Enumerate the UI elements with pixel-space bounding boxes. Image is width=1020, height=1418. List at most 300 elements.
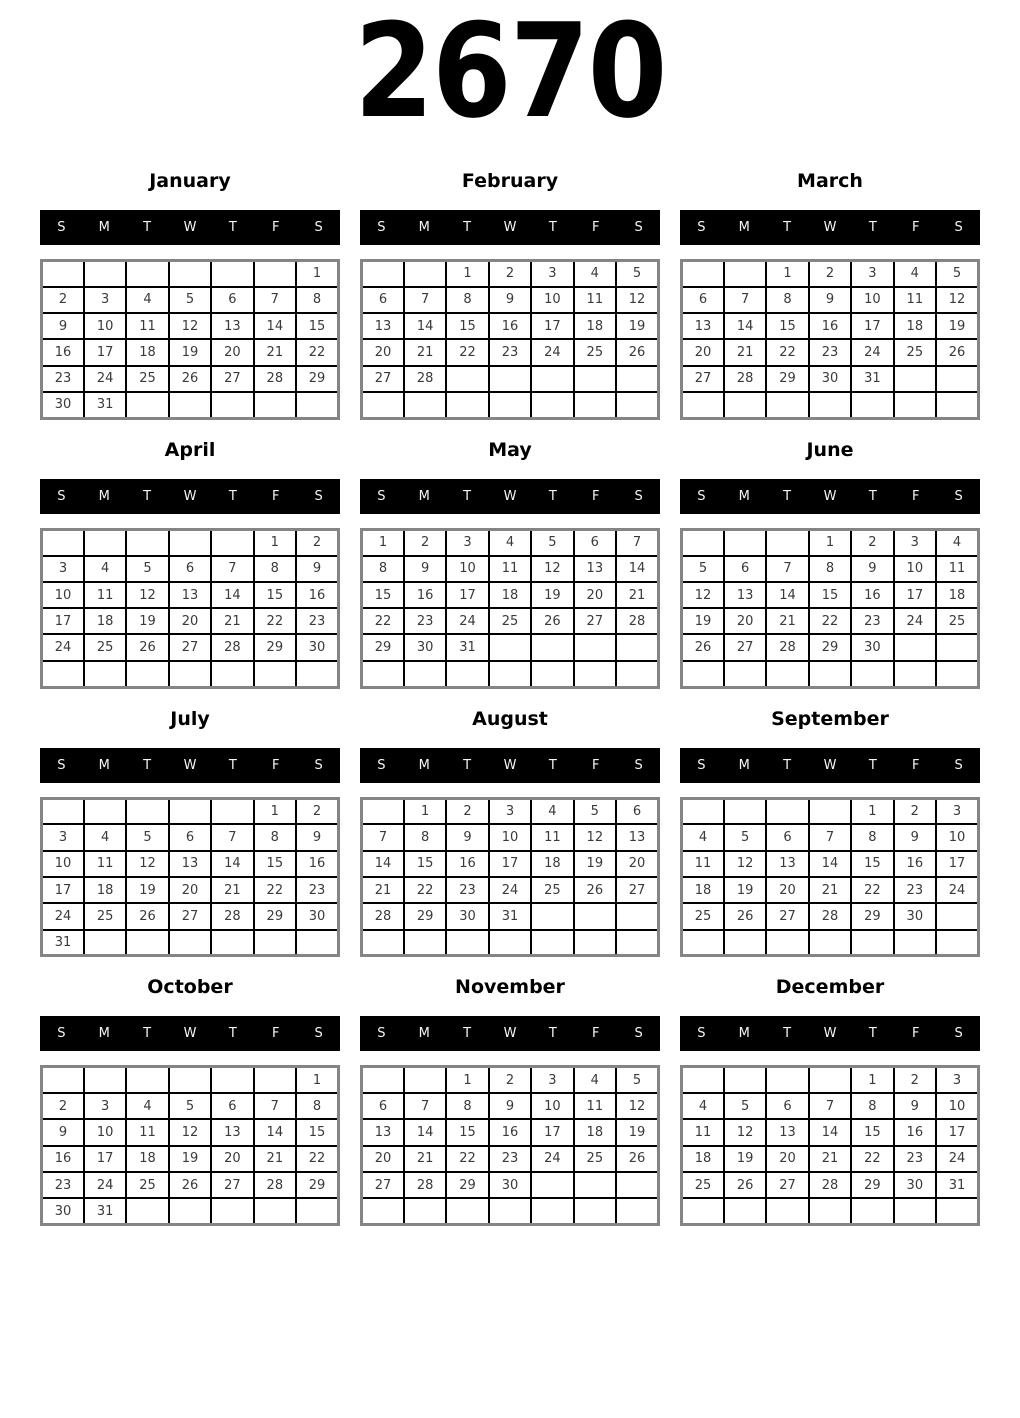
week-row bbox=[362, 261, 659, 287]
day-cell-empty bbox=[169, 1067, 211, 1093]
weekday-label: F bbox=[271, 757, 280, 773]
week-row bbox=[42, 529, 339, 555]
week-row bbox=[682, 1172, 979, 1198]
day-cell-empty bbox=[126, 1067, 168, 1093]
month-title: February bbox=[461, 170, 559, 192]
day-cell: 16 bbox=[42, 1146, 84, 1172]
day-cell-empty bbox=[682, 261, 724, 287]
day-cell: 16 bbox=[809, 313, 851, 339]
day-cell: 9 bbox=[851, 556, 893, 582]
day-cell: 12 bbox=[724, 851, 766, 877]
week-row bbox=[682, 1093, 979, 1119]
day-cell: 7 bbox=[724, 287, 766, 313]
day-cell: 9 bbox=[446, 824, 488, 850]
day-cell: 9 bbox=[489, 287, 531, 313]
day-cell: 3 bbox=[936, 798, 978, 824]
day-cell: 25 bbox=[574, 1146, 616, 1172]
day-cell: 24 bbox=[446, 608, 488, 634]
day-cell: 15 bbox=[296, 1119, 338, 1145]
weekday-label: F bbox=[911, 1026, 920, 1042]
month-grid bbox=[360, 1065, 660, 1226]
day-cell: 9 bbox=[296, 556, 338, 582]
week-row bbox=[682, 661, 979, 687]
day-cell: 15 bbox=[446, 1119, 488, 1145]
weekday-label: S bbox=[634, 1026, 643, 1042]
day-cell-empty bbox=[616, 903, 658, 929]
day-cell-empty bbox=[84, 661, 126, 687]
day-cell: 30 bbox=[296, 634, 338, 660]
day-cell-empty bbox=[84, 529, 126, 555]
day-cell-empty bbox=[84, 798, 126, 824]
day-cell-empty bbox=[126, 661, 168, 687]
day-cell-empty bbox=[404, 930, 446, 956]
day-cell: 6 bbox=[211, 1093, 253, 1119]
day-cell-empty bbox=[682, 661, 724, 687]
day-cell-empty bbox=[809, 930, 851, 956]
day-cell: 20 bbox=[169, 608, 211, 634]
day-cell: 2 bbox=[446, 798, 488, 824]
day-cell-empty bbox=[169, 261, 211, 287]
day-cell-empty bbox=[84, 1067, 126, 1093]
weekday-header bbox=[680, 748, 980, 783]
day-cell: 21 bbox=[404, 1146, 446, 1172]
weekday-label: M bbox=[418, 1026, 430, 1042]
day-cell: 1 bbox=[446, 261, 488, 287]
day-cell: 11 bbox=[574, 287, 616, 313]
month-title: April bbox=[164, 438, 216, 461]
day-cell-empty bbox=[169, 798, 211, 824]
week-row bbox=[362, 313, 659, 339]
day-cell: 11 bbox=[84, 582, 126, 608]
week-row bbox=[682, 877, 979, 903]
day-cell: 9 bbox=[404, 556, 446, 582]
weekday-label: T bbox=[868, 757, 877, 773]
day-cell: 4 bbox=[936, 529, 978, 555]
week-row bbox=[42, 851, 339, 877]
month-grid bbox=[40, 528, 340, 689]
day-cell: 4 bbox=[682, 1093, 724, 1119]
week-row bbox=[682, 261, 979, 287]
day-cell: 10 bbox=[894, 556, 936, 582]
day-cell: 15 bbox=[362, 582, 404, 608]
day-cell: 14 bbox=[404, 313, 446, 339]
day-cell: 5 bbox=[936, 261, 978, 287]
month-title: November bbox=[455, 976, 565, 999]
day-cell: 8 bbox=[254, 556, 296, 582]
day-cell: 19 bbox=[724, 1146, 766, 1172]
weekday-label: T bbox=[463, 220, 472, 235]
weekday-label: T bbox=[143, 488, 152, 504]
day-cell: 24 bbox=[84, 1172, 126, 1198]
month-title: March bbox=[797, 170, 863, 192]
week-row bbox=[682, 798, 979, 824]
weekday-label: S bbox=[57, 757, 66, 773]
day-cell: 27 bbox=[362, 366, 404, 392]
week-row bbox=[362, 1119, 659, 1145]
month-may bbox=[360, 421, 660, 689]
day-cell: 1 bbox=[851, 1067, 893, 1093]
weekday-label: T bbox=[548, 757, 557, 773]
month-october bbox=[40, 958, 340, 1226]
day-cell-empty bbox=[42, 261, 84, 287]
day-cell: 13 bbox=[574, 556, 616, 582]
day-cell: 6 bbox=[362, 287, 404, 313]
day-cell: 1 bbox=[766, 261, 808, 287]
day-cell: 26 bbox=[682, 634, 724, 660]
week-row bbox=[362, 392, 659, 418]
day-cell: 30 bbox=[489, 1172, 531, 1198]
day-cell: 13 bbox=[682, 313, 724, 339]
weekday-label: S bbox=[697, 220, 706, 235]
day-cell: 21 bbox=[254, 339, 296, 365]
weekday-label: M bbox=[738, 757, 750, 773]
day-cell: 25 bbox=[126, 366, 168, 392]
day-cell: 7 bbox=[211, 824, 253, 850]
weekday-label: T bbox=[143, 220, 152, 235]
day-cell-empty bbox=[211, 661, 253, 687]
day-cell: 26 bbox=[169, 1172, 211, 1198]
day-cell: 26 bbox=[574, 877, 616, 903]
day-cell: 3 bbox=[84, 287, 126, 313]
weekday-label: M bbox=[418, 488, 430, 504]
day-cell: 10 bbox=[42, 851, 84, 877]
day-cell-empty bbox=[254, 1198, 296, 1224]
day-cell: 15 bbox=[851, 1119, 893, 1145]
day-cell: 22 bbox=[851, 1146, 893, 1172]
weekday-label: S bbox=[314, 488, 323, 504]
day-cell-empty bbox=[404, 661, 446, 687]
day-cell: 3 bbox=[531, 1067, 573, 1093]
day-cell-empty bbox=[766, 930, 808, 956]
day-cell: 16 bbox=[296, 582, 338, 608]
week-row bbox=[42, 1067, 339, 1093]
month-title: June bbox=[806, 438, 854, 461]
day-cell: 8 bbox=[254, 824, 296, 850]
day-cell: 11 bbox=[489, 556, 531, 582]
day-cell-empty bbox=[531, 661, 573, 687]
day-cell: 6 bbox=[574, 529, 616, 555]
day-cell-empty bbox=[404, 1198, 446, 1224]
week-row bbox=[362, 529, 659, 555]
day-cell: 5 bbox=[169, 287, 211, 313]
weekday-label: T bbox=[868, 488, 877, 504]
day-cell: 4 bbox=[574, 261, 616, 287]
day-cell: 31 bbox=[489, 903, 531, 929]
day-cell-empty bbox=[936, 903, 978, 929]
day-cell: 19 bbox=[126, 877, 168, 903]
day-cell: 17 bbox=[936, 1119, 978, 1145]
day-cell: 10 bbox=[531, 1093, 573, 1119]
day-cell: 13 bbox=[616, 824, 658, 850]
day-cell: 17 bbox=[531, 1119, 573, 1145]
day-cell: 29 bbox=[446, 1172, 488, 1198]
day-cell: 18 bbox=[682, 1146, 724, 1172]
day-cell: 26 bbox=[936, 339, 978, 365]
day-cell: 15 bbox=[296, 313, 338, 339]
day-cell: 4 bbox=[894, 261, 936, 287]
day-cell-empty bbox=[489, 661, 531, 687]
day-cell-empty bbox=[766, 798, 808, 824]
day-cell: 21 bbox=[616, 582, 658, 608]
day-cell: 11 bbox=[126, 313, 168, 339]
day-cell: 20 bbox=[362, 339, 404, 365]
week-row bbox=[682, 392, 979, 418]
day-cell: 7 bbox=[809, 1093, 851, 1119]
day-cell: 30 bbox=[404, 634, 446, 660]
day-cell-empty bbox=[296, 1198, 338, 1224]
week-row bbox=[682, 313, 979, 339]
day-cell: 2 bbox=[296, 529, 338, 555]
week-row bbox=[682, 903, 979, 929]
day-cell-empty bbox=[296, 661, 338, 687]
day-cell: 1 bbox=[254, 798, 296, 824]
month-grid bbox=[360, 797, 660, 958]
week-row bbox=[682, 634, 979, 660]
day-cell-empty bbox=[682, 1198, 724, 1224]
day-cell-empty bbox=[936, 392, 978, 418]
day-cell: 5 bbox=[126, 824, 168, 850]
day-cell-empty bbox=[724, 392, 766, 418]
day-cell: 6 bbox=[211, 287, 253, 313]
month-title: September bbox=[771, 707, 889, 730]
day-cell: 18 bbox=[489, 582, 531, 608]
day-cell: 4 bbox=[126, 1093, 168, 1119]
day-cell-empty bbox=[809, 798, 851, 824]
week-row bbox=[362, 1198, 659, 1224]
day-cell: 17 bbox=[42, 877, 84, 903]
month-grid bbox=[680, 797, 980, 958]
day-cell: 24 bbox=[42, 903, 84, 929]
weekday-label: T bbox=[783, 757, 792, 773]
weekday-header bbox=[680, 479, 980, 514]
day-cell-empty bbox=[42, 661, 84, 687]
day-cell-empty bbox=[766, 392, 808, 418]
day-cell: 25 bbox=[682, 903, 724, 929]
weekday-header bbox=[360, 1016, 660, 1051]
day-cell: 29 bbox=[404, 903, 446, 929]
day-cell-empty bbox=[169, 930, 211, 956]
day-cell-empty bbox=[42, 1067, 84, 1093]
week-row bbox=[682, 339, 979, 365]
day-cell: 18 bbox=[574, 313, 616, 339]
day-cell: 22 bbox=[446, 339, 488, 365]
weekday-header bbox=[40, 748, 340, 783]
weekday-label: T bbox=[783, 488, 792, 504]
day-cell: 5 bbox=[531, 529, 573, 555]
day-cell: 19 bbox=[126, 608, 168, 634]
day-cell-empty bbox=[574, 634, 616, 660]
day-cell: 10 bbox=[42, 582, 84, 608]
week-row bbox=[682, 851, 979, 877]
day-cell: 24 bbox=[42, 634, 84, 660]
day-cell: 11 bbox=[936, 556, 978, 582]
week-row bbox=[682, 1198, 979, 1224]
day-cell: 23 bbox=[489, 1146, 531, 1172]
day-cell: 13 bbox=[169, 851, 211, 877]
day-cell: 14 bbox=[211, 851, 253, 877]
day-cell: 19 bbox=[616, 1119, 658, 1145]
day-cell-empty bbox=[489, 366, 531, 392]
day-cell: 29 bbox=[296, 1172, 338, 1198]
day-cell: 30 bbox=[42, 1198, 84, 1224]
day-cell: 16 bbox=[894, 851, 936, 877]
day-cell: 6 bbox=[766, 1093, 808, 1119]
day-cell: 10 bbox=[531, 287, 573, 313]
day-cell: 29 bbox=[362, 634, 404, 660]
weekday-label: S bbox=[634, 488, 643, 504]
day-cell: 7 bbox=[211, 556, 253, 582]
day-cell: 22 bbox=[446, 1146, 488, 1172]
day-cell: 5 bbox=[724, 824, 766, 850]
day-cell: 5 bbox=[724, 1093, 766, 1119]
day-cell: 20 bbox=[169, 877, 211, 903]
day-cell: 30 bbox=[894, 1172, 936, 1198]
day-cell: 30 bbox=[296, 903, 338, 929]
day-cell: 5 bbox=[574, 798, 616, 824]
day-cell-empty bbox=[531, 634, 573, 660]
day-cell: 27 bbox=[362, 1172, 404, 1198]
day-cell: 21 bbox=[766, 608, 808, 634]
day-cell: 13 bbox=[362, 1119, 404, 1145]
weekday-label: S bbox=[377, 1026, 386, 1042]
weekday-label: T bbox=[548, 1026, 557, 1042]
day-cell: 21 bbox=[404, 339, 446, 365]
day-cell-empty bbox=[362, 661, 404, 687]
day-cell-empty bbox=[211, 392, 253, 418]
day-cell: 31 bbox=[84, 1198, 126, 1224]
day-cell: 26 bbox=[616, 1146, 658, 1172]
week-row bbox=[362, 851, 659, 877]
day-cell: 12 bbox=[724, 1119, 766, 1145]
day-cell: 12 bbox=[682, 582, 724, 608]
month-grid bbox=[40, 1065, 340, 1226]
weekday-label: F bbox=[591, 1026, 600, 1042]
day-cell-empty bbox=[724, 798, 766, 824]
day-cell-empty bbox=[126, 392, 168, 418]
weekday-label: W bbox=[183, 220, 197, 235]
week-row bbox=[682, 366, 979, 392]
day-cell: 1 bbox=[809, 529, 851, 555]
day-cell-empty bbox=[809, 1067, 851, 1093]
day-cell-empty bbox=[211, 1198, 253, 1224]
day-cell: 2 bbox=[809, 261, 851, 287]
day-cell: 23 bbox=[851, 608, 893, 634]
week-row bbox=[682, 287, 979, 313]
day-cell-empty bbox=[404, 261, 446, 287]
day-cell: 28 bbox=[254, 366, 296, 392]
day-cell: 26 bbox=[724, 1172, 766, 1198]
week-row bbox=[362, 339, 659, 365]
day-cell: 20 bbox=[574, 582, 616, 608]
day-cell: 3 bbox=[894, 529, 936, 555]
weekday-label: T bbox=[548, 488, 557, 504]
day-cell: 9 bbox=[894, 1093, 936, 1119]
day-cell: 22 bbox=[362, 608, 404, 634]
day-cell: 11 bbox=[894, 287, 936, 313]
day-cell-empty bbox=[404, 1067, 446, 1093]
day-cell: 15 bbox=[254, 582, 296, 608]
day-cell: 28 bbox=[362, 903, 404, 929]
day-cell: 17 bbox=[531, 313, 573, 339]
day-cell: 24 bbox=[894, 608, 936, 634]
day-cell: 28 bbox=[211, 634, 253, 660]
weekday-label: M bbox=[98, 220, 110, 235]
weekday-label: M bbox=[738, 220, 750, 235]
day-cell: 28 bbox=[616, 608, 658, 634]
day-cell: 28 bbox=[404, 366, 446, 392]
day-cell: 11 bbox=[84, 851, 126, 877]
day-cell: 14 bbox=[362, 851, 404, 877]
day-cell: 18 bbox=[682, 877, 724, 903]
day-cell: 2 bbox=[851, 529, 893, 555]
day-cell: 26 bbox=[169, 366, 211, 392]
weekday-label: T bbox=[868, 220, 877, 235]
month-june bbox=[680, 421, 980, 689]
weekday-header bbox=[40, 210, 340, 245]
day-cell: 7 bbox=[766, 556, 808, 582]
day-cell: 19 bbox=[169, 1146, 211, 1172]
day-cell-empty bbox=[682, 798, 724, 824]
weekday-label: S bbox=[697, 757, 706, 773]
day-cell: 29 bbox=[766, 366, 808, 392]
month-september bbox=[680, 690, 980, 958]
day-cell: 24 bbox=[936, 1146, 978, 1172]
month-december bbox=[680, 958, 980, 1226]
day-cell: 8 bbox=[446, 1093, 488, 1119]
day-cell-empty bbox=[724, 1067, 766, 1093]
day-cell-empty bbox=[766, 661, 808, 687]
weekday-label: W bbox=[503, 757, 517, 773]
weekday-label: W bbox=[823, 1026, 837, 1042]
day-cell-empty bbox=[126, 930, 168, 956]
day-cell: 29 bbox=[851, 1172, 893, 1198]
week-row bbox=[682, 1119, 979, 1145]
week-row bbox=[362, 824, 659, 850]
month-february bbox=[360, 152, 660, 420]
day-cell: 27 bbox=[766, 1172, 808, 1198]
day-cell: 14 bbox=[254, 1119, 296, 1145]
day-cell: 31 bbox=[42, 930, 84, 956]
day-cell: 18 bbox=[126, 1146, 168, 1172]
day-cell: 29 bbox=[296, 366, 338, 392]
day-cell: 11 bbox=[126, 1119, 168, 1145]
day-cell: 24 bbox=[489, 877, 531, 903]
day-cell: 13 bbox=[211, 313, 253, 339]
day-cell: 19 bbox=[616, 313, 658, 339]
day-cell: 22 bbox=[254, 877, 296, 903]
day-cell: 9 bbox=[42, 1119, 84, 1145]
weekday-label: S bbox=[377, 220, 386, 235]
day-cell-empty bbox=[42, 798, 84, 824]
weekday-label: S bbox=[697, 1026, 706, 1042]
day-cell-empty bbox=[254, 661, 296, 687]
day-cell: 19 bbox=[574, 851, 616, 877]
weekday-label: F bbox=[591, 220, 600, 235]
month-grid bbox=[680, 1065, 980, 1226]
week-row bbox=[42, 1119, 339, 1145]
day-cell: 21 bbox=[211, 608, 253, 634]
day-cell-empty bbox=[809, 1198, 851, 1224]
day-cell: 9 bbox=[296, 824, 338, 850]
day-cell: 3 bbox=[489, 798, 531, 824]
weekday-label: M bbox=[98, 1026, 110, 1042]
weekday-label: T bbox=[548, 220, 557, 235]
day-cell: 18 bbox=[936, 582, 978, 608]
day-cell: 17 bbox=[42, 608, 84, 634]
day-cell-empty bbox=[531, 1172, 573, 1198]
day-cell: 10 bbox=[851, 287, 893, 313]
day-cell-empty bbox=[211, 261, 253, 287]
